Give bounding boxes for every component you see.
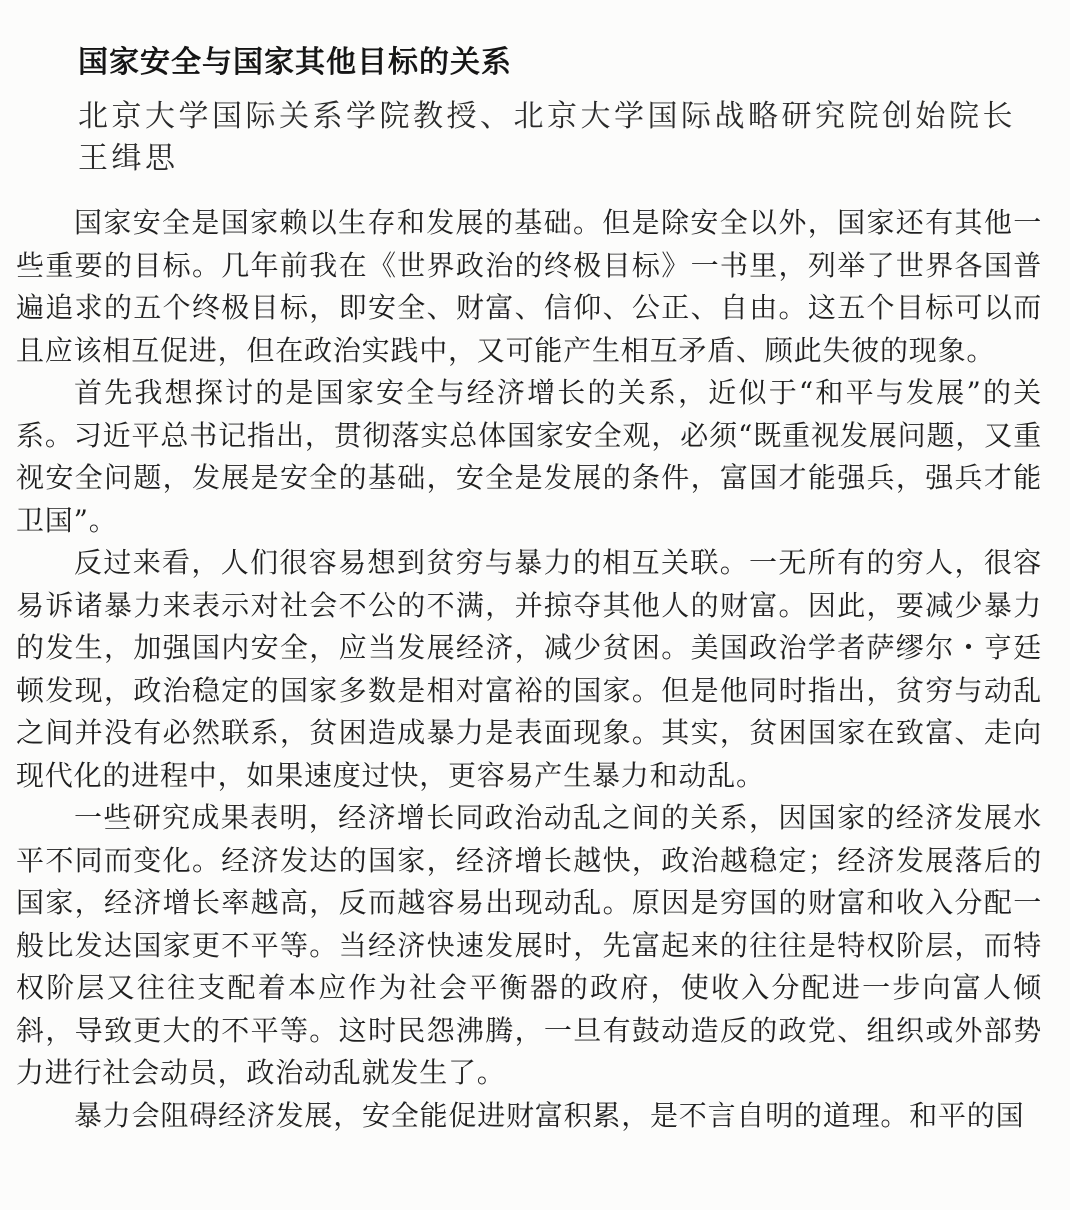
author-name: 王缉思	[78, 141, 179, 176]
author-affiliation: 北京大学国际关系学院教授、北京大学国际战略研究院创始院长	[78, 99, 1016, 134]
body-paragraph: 暴力会阻碍经济发展，安全能促进财富积累，是不言自明的道理。和平的国	[74, 1098, 1025, 1132]
body-paragraph: 一些研究成果表明，经济增长同政治动乱之间的关系，因国家的经济发展水平不同而变化。经济发达的国家，经济增长越快，政治越稳定；经济发展落后的国家，经济增长率越高，反而越容易出现动乱。原因是穷国的财富和收入分配一般比发达国家更不平等。当经济快速发展时，先富起来的往往是特权阶层，而特权阶层又往往支配着本应作为社会平衡器的政府，使收入分配进一步向富人倾斜，导致更大的不平等。这时民怨沸腾，一旦有鼓动造反的政党、组织或外部势力进行社会动员，政治动乱就发生了。	[16, 801, 1042, 1089]
article-title: 国家安全与国家其他目标的关系	[78, 45, 512, 80]
body-paragraph: 国家安全是国家赖以生存和发展的基础。但是除安全以外，国家还有其他一些重要的目标。几年前我在《世界政治的终极目标》一书里，列举了世界各国普遍追求的五个终极目标，即安全、财富、信仰、公正、自由。这五个目标可以而且应该相互促进，但在政治实践中，又可能产生相互矛盾、顾此失彼的现象。	[16, 206, 1042, 367]
body-paragraph: 反过来看，人们很容易想到贫穷与暴力的相互关联。一无所有的穷人，很容易诉诸暴力来表示对社会不公的不满，并掠夺其他人的财富。因此，要减少暴力的发生，加强国内安全，应当发展经济，减少贫困。美国政治学者萨缪尔・亨廷顿发现，政治稳定的国家多数是相对富裕的国家。但是他同时指出，贫穷与动乱之间并没有必然联系，贫困造成暴力是表面现象。其实，贫困国家在致富、走向现代化的进程中，如果速度过快，更容易产生暴力和动乱。	[16, 546, 1042, 792]
article-body	[16, 202, 1042, 1137]
body-paragraph: 首先我想探讨的是国家安全与经济增长的关系，近似于“和平与发展”的关系。习近平总书记指出，贯彻落实总体国家安全观，必须“既重视发展问题，又重视安全问题，发展是安全的基础，安全是发展的条件，富国才能强兵，强兵才能卫国”。	[16, 376, 1042, 537]
author-byline	[78, 96, 1042, 180]
